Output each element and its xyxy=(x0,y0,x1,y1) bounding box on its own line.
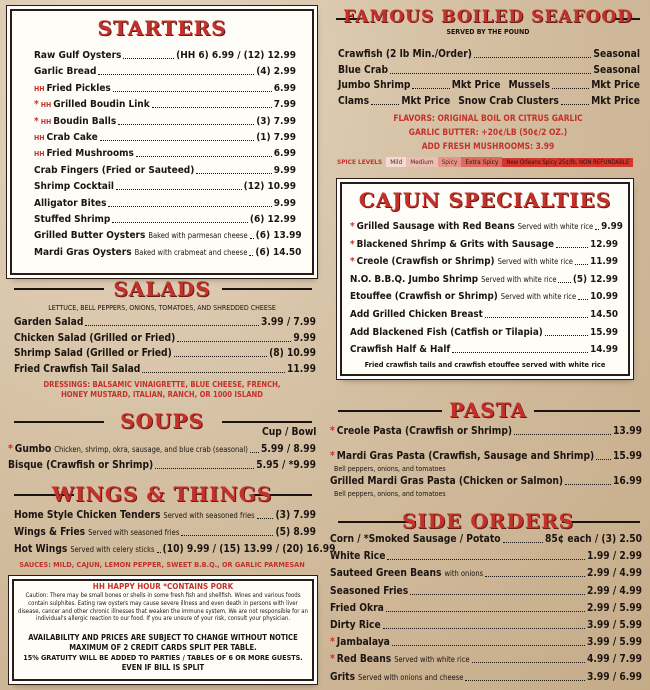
seafood-item-name: Clams xyxy=(338,95,370,107)
pork-star-icon: * xyxy=(330,426,335,437)
leader-dots xyxy=(123,58,174,59)
starter-item xyxy=(34,66,296,78)
side-item-name: Dirty Rice xyxy=(330,620,381,631)
spice-nola: New Orleans Spicy 25¢/lb. NON REFUNDABLE xyxy=(502,158,633,167)
seafood-item xyxy=(338,49,640,61)
cajun-item-name: Add Grilled Chicken Breast xyxy=(350,309,483,320)
side-item xyxy=(330,603,642,615)
leader-dots xyxy=(181,535,273,536)
happy-hour-badge: HH xyxy=(34,84,45,93)
starter-item-name: Boudin Balls xyxy=(53,115,117,127)
wing-item-desc: Served with seasoned fries xyxy=(163,511,255,520)
wing-item-price: (3) 7.99 xyxy=(275,510,316,521)
pork-star-icon: * xyxy=(330,654,335,666)
starter-item xyxy=(34,116,296,128)
side-item xyxy=(330,534,642,546)
soups-header-label: Cup / Bowl xyxy=(262,427,317,438)
starter-item xyxy=(34,99,296,111)
side-item-price: 3.99 / 6.99 xyxy=(587,671,642,683)
starter-item-price: (6) 14.50 xyxy=(255,246,302,258)
side-item-name: Jambalaya xyxy=(336,637,390,649)
leader-dots xyxy=(595,229,599,230)
salad-item-name: Shrimp Salad (Grilled or Fried) xyxy=(14,348,172,359)
side-item-price: 1.99 / 2.99 xyxy=(587,551,642,563)
side-item xyxy=(330,637,642,649)
cajun-item xyxy=(350,309,618,321)
starter-item xyxy=(34,181,296,193)
seafood-flavors: FLAVORS: ORIGINAL BOIL OR CITRUS GARLIC xyxy=(393,113,583,123)
leader-dots xyxy=(545,335,588,336)
starter-item xyxy=(34,50,296,62)
starter-item-price: (6) 12.99 xyxy=(249,214,296,225)
pasta-item-name: Creole Pasta (Crawfish or Shrimp) xyxy=(336,426,513,437)
starters-title: STARTERS xyxy=(97,16,227,40)
cajun-item-price: 10.99 xyxy=(590,291,618,303)
cajun-item xyxy=(350,239,618,251)
wings-sauces: SAUCES: MILD, CAJUN, LEMON PEPPER, SWEET B.B.Q., OR GARLIC PARMESAN xyxy=(19,560,305,569)
side-item-price: 3.99 / 5.99 xyxy=(587,637,642,649)
salad-item xyxy=(14,364,316,376)
leader-dots xyxy=(250,238,254,239)
leader-dots xyxy=(596,459,611,460)
pasta-item xyxy=(330,426,642,438)
seafood-item-name: Blue Crab xyxy=(338,64,389,76)
starter-item-name: Grilled Butter Oysters xyxy=(34,230,146,242)
wing-item xyxy=(14,510,316,522)
cajun-item xyxy=(350,274,618,286)
starter-item-price: 6.99 xyxy=(273,148,296,160)
seafood-mushrooms: ADD FRESH MUSHROOMS: 3.99 xyxy=(421,141,555,151)
starter-item-price: (12) 10.99 xyxy=(243,181,296,193)
soup-item-price: 5.99 / 8.99 xyxy=(261,444,316,455)
leader-dots xyxy=(412,88,449,89)
leader-dots xyxy=(85,325,259,326)
seafood-item xyxy=(338,65,640,77)
side-item-price: 2.99 / 5.99 xyxy=(587,602,642,614)
wing-item-name: Wings & Fries xyxy=(14,527,86,538)
leader-dots xyxy=(113,91,272,92)
salad-item-name: Chicken Salad (Grilled or Fried) xyxy=(14,332,176,344)
leader-dots xyxy=(552,88,589,89)
starter-item-price: 7.99 xyxy=(273,99,296,111)
soup-item-name: Bisque (Crawfish or Shrimp) xyxy=(8,459,154,471)
leader-dots xyxy=(390,73,591,74)
leader-dots xyxy=(565,484,611,485)
side-item-name: Sauteed Green Beans xyxy=(330,568,442,580)
seafood-item-name: Jumbo Shrimp xyxy=(338,80,411,91)
starter-item xyxy=(34,214,296,226)
leader-dots xyxy=(452,352,588,353)
cajun-item-price: 15.99 xyxy=(590,326,618,338)
soups-title: SOUPS xyxy=(120,409,204,433)
pasta-item xyxy=(330,476,642,488)
starter-item-name: Mardi Gras Oysters xyxy=(34,246,132,258)
soup-item xyxy=(8,444,316,456)
wing-item-price: (5) 8.99 xyxy=(275,527,316,538)
cajun-item-name: Etouffee (Crawfish or Shrimp) xyxy=(350,291,498,303)
leader-dots xyxy=(118,124,254,125)
leader-dots xyxy=(249,255,253,256)
leader-dots xyxy=(98,74,254,75)
cajun-item xyxy=(350,327,618,339)
starter-item-price: (4) 2.99 xyxy=(256,66,296,78)
leader-dots xyxy=(177,341,291,342)
side-item-price: 3.99 / 5.99 xyxy=(587,620,642,631)
seafood-item-price: Seasonal xyxy=(593,64,640,76)
pasta-item-price: 15.99 xyxy=(613,451,642,462)
side-item xyxy=(330,568,642,580)
cajun-item-desc: Served with white rice xyxy=(497,257,573,267)
leader-dots xyxy=(474,57,591,58)
pasta-item-price: 13.99 xyxy=(613,426,642,437)
wing-item xyxy=(14,544,336,556)
happy-hour-badge: HH xyxy=(34,134,45,142)
notice-line1: AVAILABILITY AND PRICES ARE SUBJECT TO CHANGE WITHOUT NOTICE xyxy=(28,633,298,642)
leader-dots xyxy=(250,452,259,453)
side-item-name: Grits xyxy=(330,671,356,683)
side-item-desc: Served with white rice xyxy=(394,655,470,665)
soup-item xyxy=(8,460,316,472)
starter-item-desc: Baked with parmesan cheese xyxy=(148,231,248,241)
wing-item-desc: Served with seasoned fries xyxy=(88,528,180,537)
leader-dots xyxy=(157,552,161,553)
pasta-item xyxy=(330,451,642,463)
cajun-item-price: (5) 12.99 xyxy=(572,273,618,285)
cajun-item-price: 14.50 xyxy=(590,309,618,320)
wing-item-price: (10) 9.99 / (15) 13.99 / (20) 16.99 xyxy=(162,544,336,555)
leader-dots xyxy=(257,518,274,519)
seafood-item xyxy=(338,96,640,108)
side-item-name: White Rice xyxy=(330,551,386,563)
starter-item-name: Stuffed Shrimp xyxy=(34,214,111,225)
starter-item xyxy=(34,246,302,259)
pasta-item-sub: Bell peppers, onions, and tomatoes xyxy=(334,490,446,498)
starter-item-price: (3) 7.99 xyxy=(256,115,296,127)
starter-item xyxy=(34,165,296,177)
wing-item-desc: Served with celery sticks xyxy=(70,545,155,554)
cajun-item xyxy=(350,344,618,356)
leader-dots xyxy=(558,282,570,283)
pork-star-icon: * xyxy=(8,444,13,455)
starter-item-name: Alligator Bites xyxy=(34,197,107,209)
soups-header xyxy=(262,427,316,439)
leader-dots xyxy=(136,156,272,157)
cajun-item-name: Creole (Crawfish or Shrimp) xyxy=(356,256,495,268)
seafood-subtitle: SERVED BY THE POUND xyxy=(446,28,530,36)
leader-dots xyxy=(152,107,272,108)
starter-item-price: (HH 6) 6.99 / (12) 12.99 xyxy=(176,50,296,61)
seafood-item-name: Crawfish (2 lb Min./Order) xyxy=(338,49,472,60)
soup-item-price: 5.95 / *9.99 xyxy=(256,459,316,471)
spice-label: SPICE LEVELS xyxy=(337,158,383,166)
side-item-name: Fried Okra xyxy=(330,602,384,614)
pork-star-icon: * xyxy=(350,256,355,268)
leader-dots xyxy=(410,594,585,595)
wings-title: WINGS & THINGS xyxy=(51,482,273,506)
side-item-desc: with onions xyxy=(444,569,484,579)
leader-dots xyxy=(174,356,267,357)
spice-levels xyxy=(337,157,633,167)
wing-item-name: Hot Wings xyxy=(14,544,68,555)
notice-legend-text: HH HAPPY HOUR *CONTAINS PORK xyxy=(92,582,234,591)
cajun-item xyxy=(350,291,618,303)
pasta-item-price: 16.99 xyxy=(613,476,642,487)
leader-dots xyxy=(196,173,271,174)
starter-item xyxy=(34,132,296,144)
leader-dots xyxy=(503,542,543,543)
cajun-item xyxy=(350,256,618,268)
seafood-item-price: Seasonal xyxy=(593,49,640,60)
side-item-desc: Served with onions and cheese xyxy=(358,672,464,682)
seafood-item-price: Mkt Price xyxy=(591,80,641,91)
cajun-title: CAJUN SPECIALTIES xyxy=(358,188,612,212)
side-item-price: 85¢ each / (3) 2.50 xyxy=(545,534,642,545)
cajun-item-name: Crawfish Half & Half xyxy=(350,344,451,356)
salads-subtitle: LETTUCE, BELL PEPPERS, ONIONS, TOMATOES, AND SHREDDED CHEESE xyxy=(48,304,276,312)
salad-item-price: 11.99 xyxy=(287,363,316,375)
starter-item-price: (6) 13.99 xyxy=(255,230,302,242)
starter-item xyxy=(34,230,302,242)
leader-dots xyxy=(386,611,585,612)
side-item xyxy=(330,620,642,632)
side-item xyxy=(330,586,642,598)
leader-dots xyxy=(561,104,589,105)
notice-line2: MAXIMUM OF 2 CREDIT CARDS SPLIT PER TABLE. xyxy=(69,643,257,652)
leader-dots xyxy=(556,247,588,248)
pork-star-icon: * xyxy=(330,637,335,649)
starter-item-name: Fried Mushrooms xyxy=(46,148,134,160)
side-item-name: Seasoned Fries xyxy=(330,585,409,597)
side-item-price: 2.99 / 4.99 xyxy=(587,585,642,597)
cajun-item-price: 14.99 xyxy=(590,344,618,356)
salads-title: SALADS xyxy=(113,277,211,301)
leader-dots xyxy=(371,104,399,105)
salads-dressings: DRESSINGS: BALSAMIC VINAIGRETTE, BLUE CHEESE, FRENCH, HONEY MUSTARD, ITALIAN, RANCH, OR 1000 ISLAND xyxy=(43,380,281,399)
leader-dots xyxy=(472,662,585,663)
notice-line4: EVEN IF BILL IS SPLIT xyxy=(121,663,205,672)
pork-star-icon: * xyxy=(34,115,39,127)
salad-item-price: 9.99 xyxy=(293,332,316,344)
happy-hour-badge: HH xyxy=(40,101,52,110)
leader-dots xyxy=(142,372,285,373)
starter-item-name: Crab Cake xyxy=(46,132,98,143)
pasta-item-sub: Bell peppers, onions, and tomatoes xyxy=(334,465,446,473)
side-item xyxy=(330,654,642,666)
seafood-item-price: Mkt Price xyxy=(401,95,451,107)
leader-dots xyxy=(108,206,271,207)
sides-title: SIDE ORDERS xyxy=(401,509,575,533)
soup-item-name: Gumbo xyxy=(14,444,52,455)
leader-dots xyxy=(485,576,585,577)
starter-item xyxy=(34,148,296,160)
cajun-item-price: 12.99 xyxy=(590,238,618,250)
cajun-item xyxy=(350,221,623,233)
leader-dots xyxy=(392,645,585,646)
salad-item-name: Fried Crawfish Tail Salad xyxy=(14,363,141,375)
starter-item-name: Fried Pickles xyxy=(46,82,111,94)
pork-star-icon: * xyxy=(350,238,355,250)
cajun-item-name: N.O. B.B.Q. Jumbo Shrimp xyxy=(350,273,479,285)
pasta-item-name: Mardi Gras Pasta (Crawfish, Sausage and Shrimp) xyxy=(336,451,595,462)
pasta-title: PASTA xyxy=(449,398,527,422)
salad-item-price: (8) 10.99 xyxy=(269,348,316,359)
notice-legend xyxy=(14,582,312,592)
side-item-price: 2.99 / 4.99 xyxy=(587,568,642,580)
leader-dots xyxy=(387,559,585,560)
seafood-item-name: Mussels xyxy=(508,80,550,91)
starter-item xyxy=(34,83,296,95)
cajun-note: Fried crawfish tails and crawfish etouffee served with white rice xyxy=(364,360,606,369)
side-item-price: 4.99 / 7.99 xyxy=(587,654,642,666)
cajun-item-name: Grilled Sausage with Red Beans xyxy=(356,221,515,232)
leader-dots xyxy=(112,222,248,223)
starter-item-price: (1) 7.99 xyxy=(256,132,296,143)
cajun-item-price: 11.99 xyxy=(590,256,618,268)
leader-dots xyxy=(575,264,588,265)
wing-item xyxy=(14,527,316,539)
starter-item-name: Shrimp Cocktail xyxy=(34,181,114,193)
leader-dots xyxy=(578,299,588,300)
seafood-item-name: Snow Crab Clusters xyxy=(458,95,559,107)
leader-dots xyxy=(383,628,585,629)
seafood-garlic: GARLIC BUTTER: +20¢/LB (50¢/2 OZ.) xyxy=(408,127,568,137)
starter-item xyxy=(34,198,296,210)
spice-mild: Mild xyxy=(386,157,406,167)
cajun-item-price: 9.99 xyxy=(601,221,623,232)
salad-item xyxy=(14,333,316,345)
side-item xyxy=(330,551,642,563)
notice-line3: 15% GRATUITY WILL BE ADDED TO PARTIES / TABLES OF 6 OR MORE GUESTS. xyxy=(23,653,303,662)
starter-item-name: Crab Fingers (Fried or Sauteed) xyxy=(34,164,195,176)
leader-dots xyxy=(155,468,254,469)
happy-hour-badge: HH xyxy=(40,117,52,126)
cajun-item-desc: Served with white rice xyxy=(481,274,557,284)
leader-dots xyxy=(514,434,611,435)
cajun-item-name: Add Blackened Fish (Catfish or Tilapia) xyxy=(350,326,543,338)
starter-item-price: 6.99 xyxy=(273,82,296,94)
salad-item xyxy=(14,317,316,329)
seafood-item-price: Mkt Price xyxy=(591,95,640,107)
seafood-title: FAMOUS BOILED SEAFOOD xyxy=(343,7,633,27)
salad-item xyxy=(14,348,316,360)
spice-spicy: Spicy xyxy=(438,157,462,167)
happy-hour-badge: HH xyxy=(34,150,45,159)
wing-item-name: Home Style Chicken Tenders xyxy=(14,510,161,521)
pork-star-icon: * xyxy=(350,221,355,232)
leader-dots xyxy=(116,189,242,190)
notice-caution: Caution: There may be small bones or shells in some fresh fish and shellfish. Wines and various foods contain sulphites. Eating raw oysters may cause severe illness and even death in persons with liver disease, cancer and other chronic illnesses that weaken the immune system. We are not responsible for an individual's allergic reaction to our food. If you are unsure of your risk, consult your physician. xyxy=(18,592,308,623)
spice-medium: Medium xyxy=(406,157,437,167)
soup-item-desc: Chicken, shrimp, okra, sausage, and blue crab (seasonal) xyxy=(54,445,248,454)
side-item-name: Corn / *Smoked Sausage / Potato xyxy=(330,534,501,545)
salad-item-price: 3.99 / 7.99 xyxy=(261,317,316,328)
starter-item-name: Grilled Boudin Link xyxy=(53,99,150,111)
seafood-item-price: Mkt Price xyxy=(451,80,501,91)
cajun-item-desc: Served with white rice xyxy=(517,222,594,231)
seafood-item xyxy=(338,80,640,92)
cajun-item-name: Blackened Shrimp & Grits with Sausage xyxy=(356,238,554,250)
starter-item-price: 9.99 xyxy=(273,164,296,176)
spice-extra: Extra Spicy xyxy=(461,157,502,167)
salad-item-name: Garden Salad xyxy=(14,317,84,328)
pork-star-icon: * xyxy=(34,99,39,111)
cajun-item-desc: Served with white rice xyxy=(500,292,577,302)
starter-item-name: Raw Gulf Oysters xyxy=(34,50,122,61)
side-item xyxy=(330,672,642,684)
pork-star-icon: * xyxy=(330,451,335,462)
leader-dots xyxy=(485,317,588,318)
side-item-name: Red Beans xyxy=(336,654,392,666)
starter-item-name: Garlic Bread xyxy=(34,66,97,78)
starter-item-price: 9.99 xyxy=(273,197,296,209)
leader-dots xyxy=(100,140,254,141)
starter-item-desc: Baked with crabmeat and cheese xyxy=(134,247,248,257)
pasta-item-name: Grilled Mardi Gras Pasta (Chicken or Salmon) xyxy=(330,476,564,487)
leader-dots xyxy=(465,680,585,681)
